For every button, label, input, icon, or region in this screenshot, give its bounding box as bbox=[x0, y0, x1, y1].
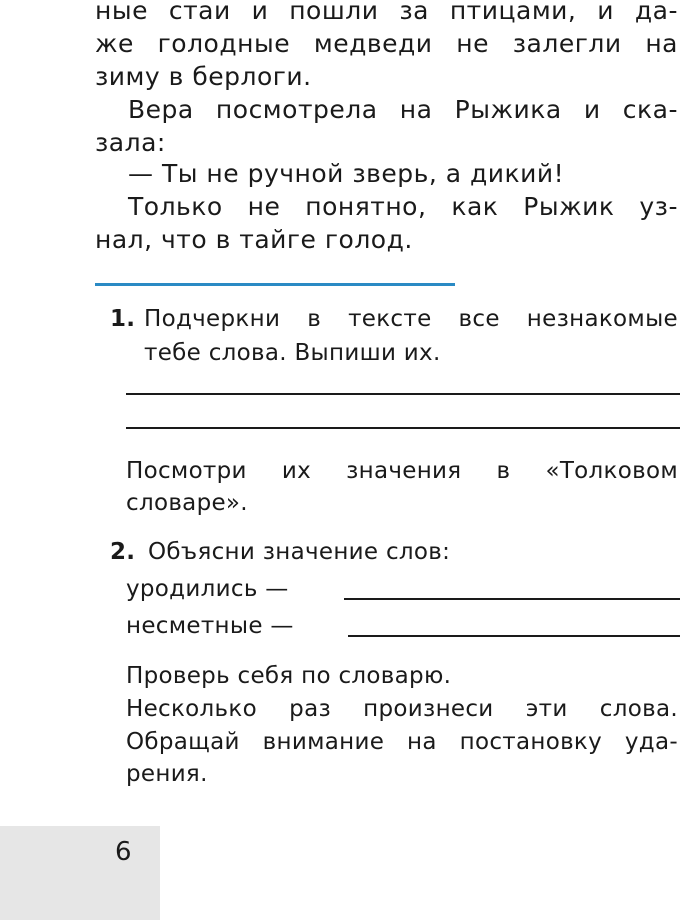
task-instruction: Подчеркни в тексте все незнакомые bbox=[144, 306, 678, 332]
story-line: же голодные медведи не залегли на bbox=[95, 29, 678, 58]
task-note: рения. bbox=[126, 761, 208, 787]
story-line: Вера посмотрела на Рыжика и ска- bbox=[128, 95, 678, 124]
task-instruction: Объясни значение слов: bbox=[148, 539, 451, 565]
answer-line[interactable] bbox=[344, 598, 680, 600]
page-number-tab bbox=[0, 826, 160, 920]
story-line: зала: bbox=[95, 128, 166, 157]
task-number: 2. bbox=[110, 539, 136, 565]
task-note: словаре». bbox=[126, 490, 248, 516]
task-note: Проверь себя по словарю. bbox=[126, 663, 452, 689]
story-line: нал, что в тайге голод. bbox=[95, 225, 413, 254]
task-note: Несколько раз произнеси эти слова. bbox=[126, 696, 678, 722]
answer-line[interactable] bbox=[126, 427, 680, 429]
answer-line[interactable] bbox=[126, 393, 680, 395]
story-line: ные стаи и пошли за птицами, и да- bbox=[95, 0, 678, 25]
story-line: — Ты не ручной зверь, а дикий! bbox=[128, 159, 565, 188]
word-label: несметные — bbox=[126, 613, 294, 639]
answer-line[interactable] bbox=[348, 635, 680, 637]
task-number: 1. bbox=[110, 306, 136, 332]
section-divider bbox=[95, 283, 455, 286]
word-label: уродились — bbox=[126, 576, 289, 602]
story-line: Только не понятно, как Рыжик уз- bbox=[128, 192, 678, 221]
task-instruction: тебе слова. Выпиши их. bbox=[144, 340, 441, 366]
page-number: 6 bbox=[115, 837, 132, 867]
story-line: зиму в берлоги. bbox=[95, 62, 312, 91]
task-note: Обращай внимание на постановку уда- bbox=[126, 729, 678, 755]
task-note: Посмотри их значения в «Толковом bbox=[126, 458, 678, 484]
